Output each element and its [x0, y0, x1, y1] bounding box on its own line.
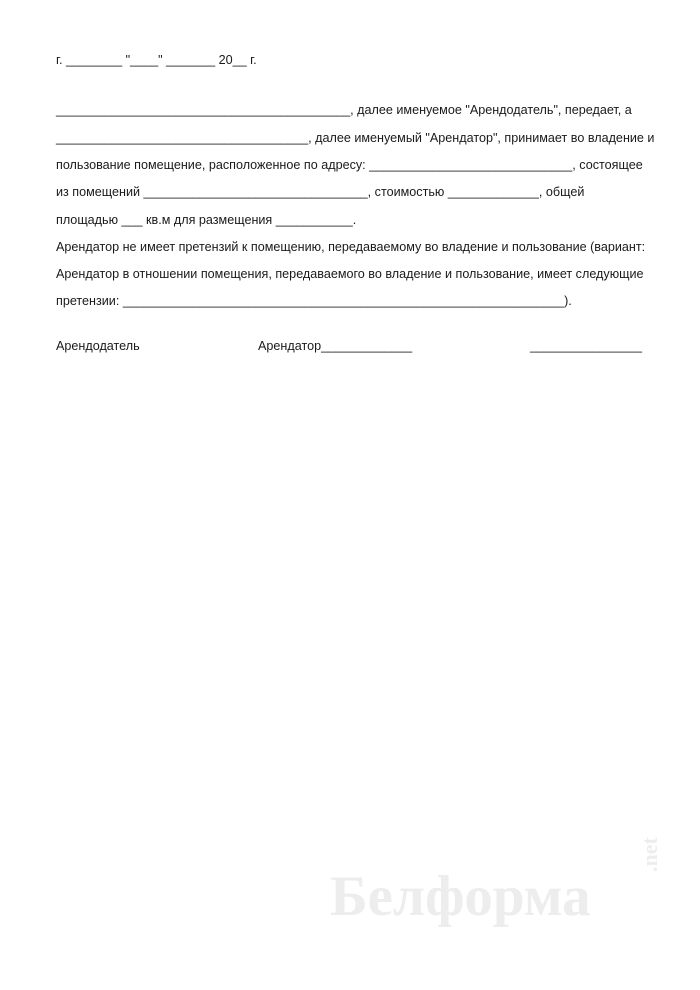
paragraph-line-6: Арендатор не имеет претензий к помещению, передаваемому во владение и пользование (вариант: [56, 240, 646, 254]
paragraph-line-2: ____________________________________, далее именуемый "Арендатор", принимает во владение и [56, 131, 655, 145]
tenant-signature-label: Арендатор_____________ [258, 339, 413, 353]
paragraph-line-3: пользование помещение, расположенное по адресу: _____________________________, состоящее [56, 158, 643, 172]
paragraph-line-7: Арендатор в отношении помещения, передаваемого во владение и пользование, имеет следующие [56, 267, 644, 281]
landlord-signature-label: Арендодатель [56, 339, 140, 353]
paragraph-line-1: __________________________________________, далее именуемое "Арендодатель", передает, а [56, 103, 632, 117]
watermark-logo: Белформа [330, 865, 591, 928]
date-line: г. ________ "____" _______ 20__ г. [56, 53, 257, 67]
paragraph-line-8: претензии: _______________________________________________________________). [56, 294, 572, 308]
paragraph-line-4: из помещений ________________________________, стоимостью _____________, общей [56, 185, 585, 199]
watermark-suffix: .net [637, 837, 662, 872]
signature-blank: ________________ [530, 339, 643, 353]
paragraph-line-5: площадью ___ кв.м для размещения ___________. [56, 213, 357, 227]
